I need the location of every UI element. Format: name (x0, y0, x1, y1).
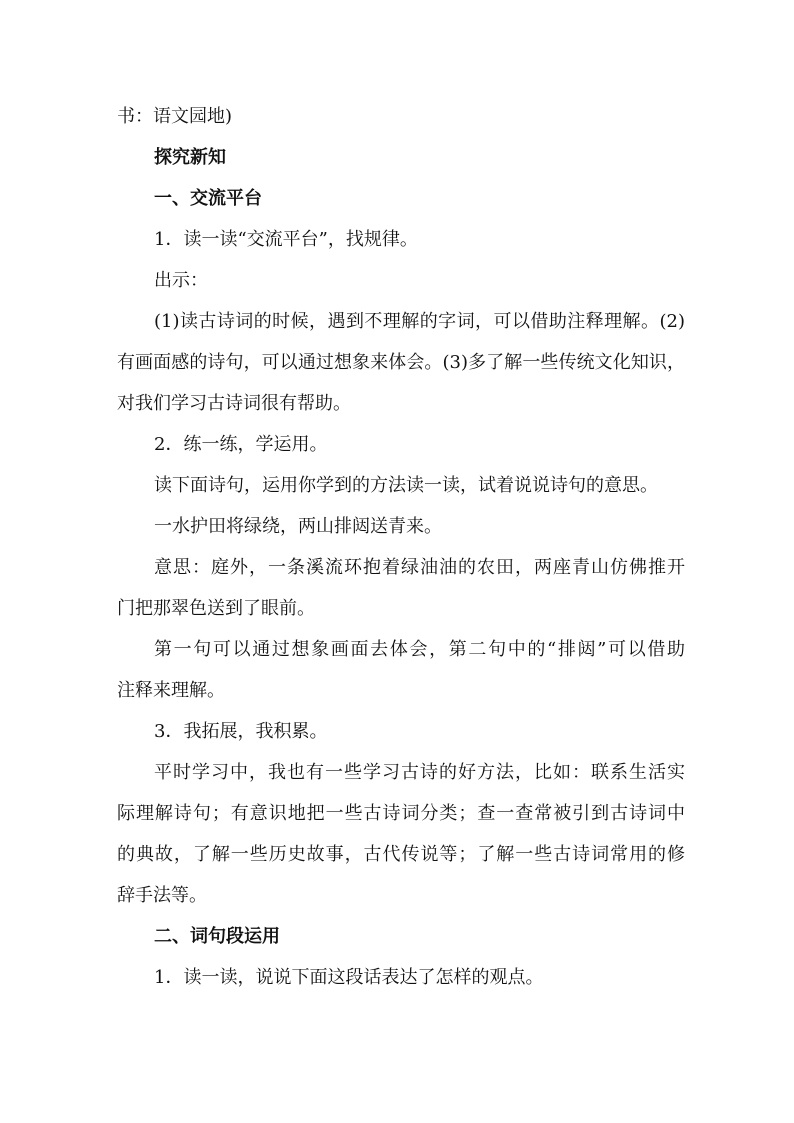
poem-line: 一水护田将绿绕，两山排闼送青来。 (154, 516, 442, 537)
paragraph-methods-line-2: 有画面感的诗句，可以通过想象来体会。(3)多了解一些传统文化知识， (117, 352, 685, 373)
paragraph-tips-line-1: 平时学习中，我也有一些学习古诗的好方法，比如：联系生活实 (154, 762, 685, 783)
text-line-book-ref: 书：语文园地) (117, 106, 233, 127)
meaning-line-1: 意思：庭外，一条溪流环抱着绿油油的农田，两座青山仿佛推开 (154, 557, 685, 578)
instruction-read-poem: 读下面诗句，运用你学到的方法读一读，试着说说诗句的意思。 (154, 475, 658, 496)
section-heading-sentence-use: 二、词句段运用 (154, 926, 280, 947)
paragraph-tips-line-4: 辞手法等。 (117, 885, 207, 906)
document-page (117, 96, 685, 998)
paragraph-tips-line-2: 际理解诗句；有意识地把一些古诗词分类；查一查常被引到古诗词中 (117, 803, 685, 824)
explanation-line-2: 注释来理解。 (117, 680, 225, 701)
explanation-line-1: 第一句可以通过想象画面去体会，第二句中的“排闼”可以借助 (154, 639, 685, 660)
section-heading-exchange-platform: 一、交流平台 (154, 188, 262, 209)
section-title-explore: 探究新知 (154, 147, 226, 168)
item-1-read: 1．读一读“交流平台”，找规律。 (154, 229, 418, 250)
paragraph-tips-line-3: 的典故，了解一些历史故事，古代传说等；了解一些古诗词常用的修 (117, 844, 685, 865)
meaning-line-2: 门把那翠色送到了眼前。 (117, 598, 315, 619)
item-1-read-paragraph: 1．读一读，说说下面这段话表达了怎样的观点。 (154, 967, 544, 988)
text-show: 出示： (154, 270, 208, 291)
item-3-expand: 3．我拓展，我积累。 (154, 721, 328, 742)
paragraph-methods-line-1: (1)读古诗词的时候，遇到不理解的字词，可以借助注释理解。(2) (154, 311, 685, 332)
paragraph-methods-line-3: 对我们学习古诗词很有帮助。 (117, 393, 351, 414)
item-2-practice: 2．练一练，学运用。 (154, 434, 328, 455)
